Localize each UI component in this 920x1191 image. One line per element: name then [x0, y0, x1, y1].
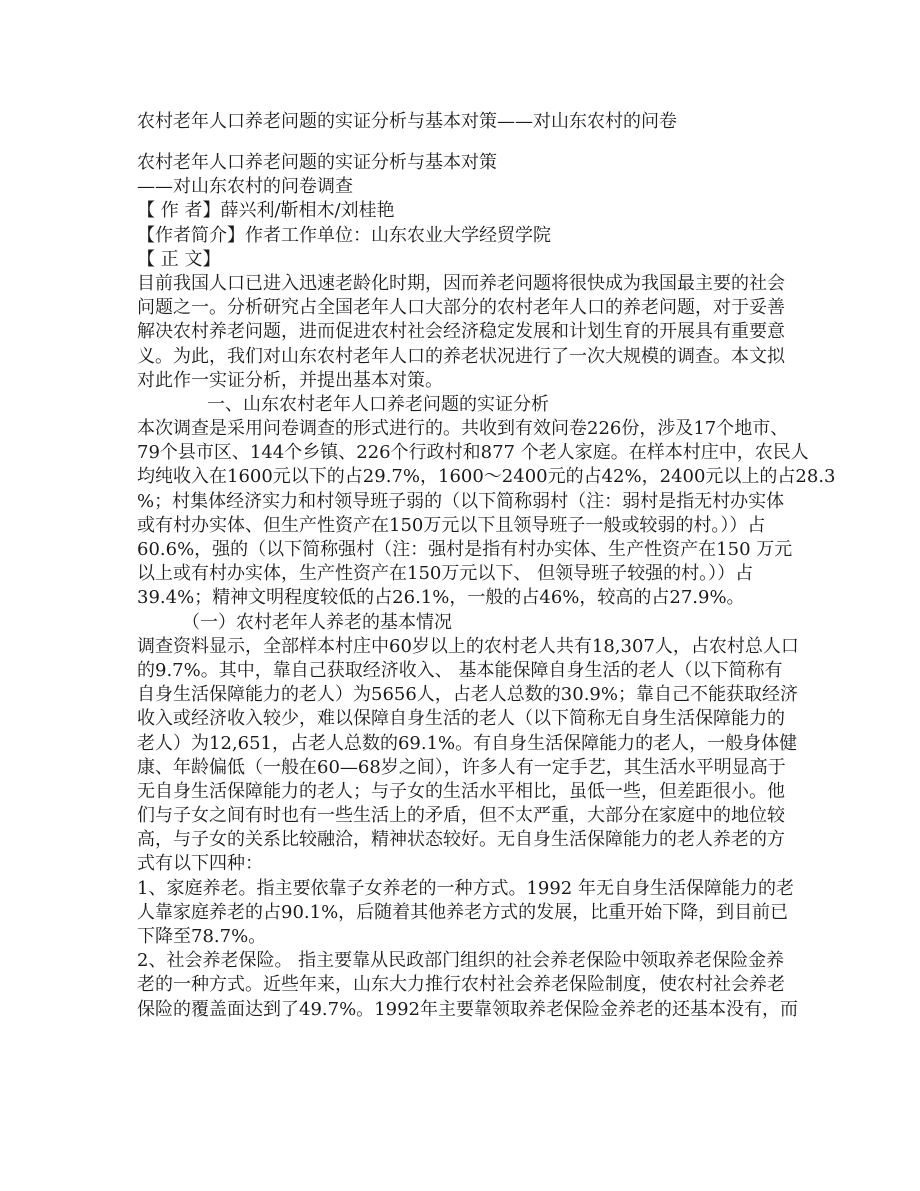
list-item-line: 老的一种方式。近些年来，山东大力推行农村社会养老保险制度，使农村社会养老 [137, 974, 785, 996]
paragraph-line: 高，与子女的关系比较融洽，精神状态较好。无自身生活保障能力的老人养老的方 [137, 829, 785, 851]
paragraph-line: %；村集体经济实力和村领导班子弱的（以下简称弱村（注：弱村是指无村办实体 [137, 490, 785, 512]
document-title: 农村老年人口养老问题的实证分析与基本对策——对山东农村的问卷 [137, 111, 677, 132]
paragraph-line: 收入或经济收入较少，难以保障自身生活的老人（以下简称无自身生活保障能力的 [137, 708, 785, 730]
affiliation-line: 【作者简介】作者工作单位：山东农业大学经贸学院 [137, 224, 551, 246]
article-subheading: ——对山东农村的问卷调查 [137, 176, 353, 198]
list-item-line: 1、家庭养老。指主要依靠子女养老的一种方式。1992 年无自身生活保障能力的老 [137, 877, 794, 899]
paragraph-line: 对此作一实证分析，并提出基本对策。 [137, 369, 443, 391]
paragraph-line: 的9.7%。其中，靠自己获取经济收入、 基本能保障自身生活的老人（以下简称有 [137, 659, 783, 681]
paragraph-line: 康、年龄偏低（一般在60—68岁之间），许多人有一定手艺，其生活水平明显高于 [137, 756, 786, 778]
section-heading: 一、山东农村老年人口养老问题的实证分析 [207, 393, 549, 415]
list-item-line: 保险的覆盖面达到了49.7%。1992年主要靠领取养老保险金养老的还基本没有，而 [137, 998, 798, 1020]
article-heading: 农村老年人口养老问题的实证分析与基本对策 [137, 152, 497, 173]
paragraph-line: 无自身生活保障能力的老人；与子女的生活水平相比，虽低一些，但差距很小。他 [137, 780, 785, 802]
paragraph-line: 解决农村养老问题，进而促进农村社会经济稳定发展和计划生育的开展具有重要意 [137, 321, 785, 343]
paragraph-line: 以上或有村办实体，生产性资产在150万元以下、 但领导班子较强的村。））占 [137, 563, 754, 585]
list-item-line: 2、社会养老保险。 指主要靠从民政部门组织的社会养老保险中领取养老保险金养 [137, 950, 785, 972]
paragraph-line: 39.4%；精神文明程度较低的占26.1%，一般的占46%，较高的占27.9%。 [137, 587, 745, 609]
list-item-line: 下降至78.7%。 [137, 926, 267, 947]
paragraph-line: 均纯收入在1600元以下的占29.7%，1600～2400元的占42%，2400元以上的占28.3 [137, 466, 836, 488]
paragraph-line: 问题之一。分析研究占全国老年人口大部分的农村老年人口的养老问题，对于妥善 [137, 297, 785, 319]
paragraph-line: 调查资料显示，全部样本村庄中60岁以上的农村老人共有18,307人，占农村总人口 [137, 635, 799, 657]
paragraph-line: 目前我国人口已进入迅速老龄化时期，因而养老问题将很快成为我国最主要的社会 [137, 272, 785, 294]
author-line: 【 作 者】薛兴利/靳相木/刘桂艳 [137, 200, 395, 222]
body-label: 【 正 文】 [137, 248, 221, 270]
paragraph-line: 们与子女之间有时也有一些生活上的矛盾，但不太严重，大部分在家庭中的地位较 [137, 805, 785, 827]
paragraph-line: 60.6%，强的（以下简称强村（注：强村是指有村办实体、生产性资产在150 万元 [137, 539, 793, 560]
paragraph-line: 79个县市区、144个乡镇、226个行政村和877 个老人家庭。在样本村庄中，农民人 [137, 442, 809, 464]
paragraph-line: 老人）为12,651，占老人总数的69.1%。有自身生活保障能力的老人，一般身体健 [137, 732, 798, 754]
document-body [137, 151, 836, 1022]
paragraph-line: 义。为此，我们对山东农村老年人口的养老状况进行了一次大规模的调查。本文拟 [137, 345, 785, 367]
paragraph-line: 或有村办实体、但生产性资产在150万元以下且领导班子一般或较弱的村。））占 [137, 514, 766, 536]
paragraph-line: 本次调查是采用问卷调查的形式进行的。共收到有效问卷226份，涉及17个地市、 [137, 418, 789, 440]
paragraph-line: 自身生活保障能力的老人）为5656人，占老人总数的30.9%；靠自己不能获取经济 [137, 684, 798, 706]
subsection-heading: （一）农村老年人养老的基本情况 [182, 611, 452, 633]
list-item-line: 人靠家庭养老的占90.1%，后随着其他养老方式的发展，比重开始下降，到目前已 [137, 901, 789, 923]
paragraph-line: 式有以下四种： [137, 853, 263, 875]
